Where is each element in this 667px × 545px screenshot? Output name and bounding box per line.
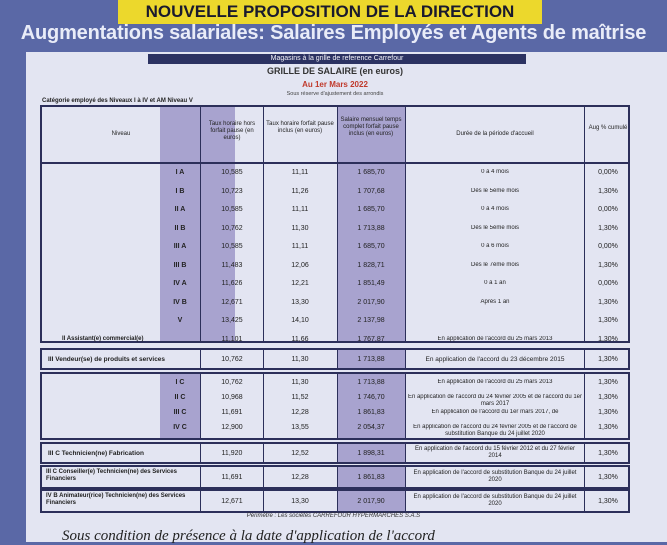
row-taux-inclus: 11,11	[291, 206, 309, 213]
vendeur-taux-hors: 10,762	[221, 356, 243, 363]
tech-row-aug: 1,30%	[598, 424, 618, 431]
row-salaire: 2 017,90	[357, 298, 385, 306]
tech-row-niveau: III C	[173, 409, 187, 416]
salary-table-animateur	[40, 489, 630, 513]
tech-row-niveau: IV C	[173, 424, 187, 431]
row-duree: 0 à 4 mois	[481, 169, 509, 175]
row-taux-hors: 10,762	[221, 224, 243, 232]
bottom-caption: Sous condition de présence à la date d'application de l'accord	[62, 528, 435, 544]
row-aug: 0,00%	[598, 280, 618, 287]
row-salaire: 1 767,87	[357, 335, 385, 343]
tech-row-taux-inclus: 12,28	[291, 409, 309, 416]
tech-row-taux-hors: 12,900	[221, 424, 243, 431]
salary-table-fabrication	[40, 442, 630, 464]
fabrication-salaire: 1 898,31	[357, 450, 385, 457]
category-label: Catégorie employé des Niveaux I à IV et AM Niveau V	[42, 98, 193, 104]
row-niveau: I A	[175, 169, 185, 176]
animateur-aug: 1,30%	[598, 498, 618, 505]
tech-row-salaire: 1 746,70	[357, 394, 385, 401]
header-aug: Aug % cumulé	[588, 125, 628, 131]
conseiller-duree: En application de l'accord de substitution Banque du 24 juillet 2020	[413, 470, 577, 483]
header-taux-inclus: Taux horaire forfait pause inclus (en euros)	[266, 121, 334, 134]
row-niveau: II A	[174, 206, 186, 213]
tech-row-duree: En application de l'accord du 25 mars 2013	[437, 379, 553, 385]
conseiller-niveau: III C Conseiller(e) Technicien(ne) des Services Financiers	[46, 469, 177, 482]
row-niveau: III B	[173, 261, 187, 269]
animateur-salaire: 2 017,90	[357, 498, 385, 505]
tech-row-taux-hors: 10,968	[221, 394, 243, 401]
row-taux-inclus: 11,66	[291, 335, 309, 343]
conseiller-taux-hors: 11,691	[221, 474, 243, 481]
salary-table-conseiller	[40, 465, 630, 489]
row-taux-hors: 10,585	[221, 169, 243, 176]
row-taux-hors: 10,585	[221, 243, 243, 250]
tech-row-taux-hors: 11,691	[221, 409, 243, 416]
row-niveau: II Assistant(e) commercial(e)	[62, 335, 144, 342]
fabrication-taux-hors: 11,920	[221, 450, 243, 457]
vendeur-aug: 1,30%	[598, 356, 618, 363]
fabrication-duree: En application de l'accord du 15 février 2012 et du 27 février 2014	[415, 446, 575, 459]
row-aug: 1,30%	[598, 298, 618, 306]
row-taux-inclus: 11,26	[291, 187, 309, 195]
row-aug: 1,30%	[598, 335, 618, 343]
row-niveau: IV B	[173, 298, 187, 306]
row-aug: 1,30%	[598, 261, 618, 269]
tech-row-niveau: II C	[174, 394, 186, 401]
row-duree: Dès le 5ème mois	[470, 224, 520, 231]
tech-row-taux-inclus: 11,30	[291, 379, 309, 386]
row-taux-hors: 11,101	[221, 335, 243, 343]
vendeur-taux-inclus: 11,30	[291, 356, 309, 363]
conseiller-aug: 1,30%	[598, 474, 618, 481]
row-salaire: 1 828,71	[357, 261, 385, 269]
header-salaire: Salaire mensuel temps complet forfait pause inclus (en euros)	[340, 117, 402, 137]
row-duree: 0 à 6 mois	[481, 243, 509, 249]
row-taux-hors: 12,671	[221, 298, 243, 306]
vendeur-duree: En application de l'accord du 23 décembre 2015	[425, 356, 565, 363]
row-taux-inclus: 11,11	[291, 243, 309, 250]
tech-row-duree: En application de l'accord du 1er mars 2017, de	[431, 409, 559, 415]
row-aug: 0,00%	[598, 169, 618, 176]
tech-row-duree: En application de l'accord du 24 février 2005 et de l'accord de substitution Banque du 24 juillet 2020	[413, 424, 577, 437]
row-duree: Après 1 an	[480, 298, 510, 305]
banner-title: NOUVELLE PROPOSITION DE LA DIRECTION	[118, 0, 542, 24]
row-taux-hors: 11,626	[221, 280, 243, 287]
salary-table-vendeur	[40, 348, 630, 370]
row-taux-hors: 13,425	[221, 317, 243, 324]
row-duree: En application de l'accord du 25 mars 2013	[437, 335, 553, 342]
tech-row-salaire: 1 861,83	[357, 409, 385, 416]
row-taux-inclus: 11,11	[291, 169, 309, 176]
row-taux-hors: 10,723	[221, 187, 243, 195]
fabrication-aug: 1,30%	[598, 450, 618, 457]
tech-row-duree: En application de l'accord du 24 février 2005 et de l'accord du 1er mars 2017	[407, 394, 583, 407]
tech-row-aug: 1,30%	[598, 394, 618, 401]
row-aug: 1,30%	[598, 317, 618, 324]
row-taux-inclus: 12,21	[291, 280, 309, 287]
tech-row-aug: 1,30%	[598, 409, 618, 416]
row-niveau: V	[177, 317, 183, 324]
row-niveau: IV A	[173, 280, 187, 287]
row-niveau: I B	[175, 187, 185, 195]
row-niveau: III A	[173, 243, 187, 250]
row-salaire: 1 685,70	[357, 169, 385, 176]
fabrication-niveau: III C Technicien(ne) Fabrication	[48, 450, 144, 457]
conseiller-taux-inclus: 12,28	[291, 474, 309, 481]
row-taux-inclus: 11,30	[291, 224, 309, 232]
row-duree: 0 à 4 mois	[481, 206, 509, 212]
store-bar: Magasins à la grille de reference Carrefour	[148, 54, 526, 64]
row-duree: 0 à 1 an	[484, 280, 506, 286]
row-taux-hors: 10,585	[221, 206, 243, 213]
row-salaire: 1 685,70	[357, 206, 385, 213]
header-niveau: Niveau	[111, 131, 131, 137]
row-aug: 0,00%	[598, 206, 618, 213]
fabrication-taux-inclus: 12,52	[291, 450, 309, 457]
row-niveau: II B	[174, 224, 186, 232]
conseiller-salaire: 1 861,83	[357, 474, 385, 481]
row-duree: Dès le 7ème mois	[470, 261, 520, 268]
grid-date: Au 1er Mars 2022	[302, 80, 368, 89]
row-salaire: 1 685,70	[357, 243, 385, 250]
tech-row-taux-inclus: 13,55	[291, 424, 309, 431]
header-taux-hors: Taux horaire hors forfait pause (en euros)	[208, 121, 256, 141]
grid-note: Sous réserve d'ajustement des arrondis	[286, 91, 384, 97]
animateur-taux-hors: 12,671	[221, 498, 243, 505]
footer-credit: Périmètre : Les sociétés CARREFOUR HYPERMARCHES S.A.S	[246, 513, 421, 519]
tech-row-salaire: 1 713,88	[357, 379, 385, 386]
slide-subtitle: Augmentations salariales: Salaires Employés et Agents de maîtrise	[20, 22, 647, 44]
row-duree: Dès le 5ème mois	[470, 187, 520, 194]
row-salaire: 2 137,98	[357, 317, 385, 324]
animateur-duree: En application de l'accord de substitution Banque du 24 juillet 2020	[413, 494, 577, 507]
tech-row-taux-hors: 10,762	[221, 379, 243, 386]
row-salaire: 1 851,49	[357, 280, 385, 287]
tech-row-niveau: I C	[175, 379, 185, 386]
row-aug: 0,00%	[598, 243, 618, 250]
tech-row-aug: 1,30%	[598, 379, 618, 386]
animateur-niveau: IV B Animateur(rice) Technicien(ne) des Services Financiers	[46, 493, 186, 506]
vendeur-salaire: 1 713,88	[357, 356, 385, 363]
row-salaire: 1 707,68	[357, 187, 385, 195]
salary-table-main	[40, 105, 630, 343]
row-taux-inclus: 14,10	[291, 317, 309, 324]
tech-row-salaire: 2 054,37	[357, 424, 385, 431]
row-aug: 1,30%	[598, 224, 618, 232]
vendeur-niveau: III Vendeur(se) de produits et services	[48, 356, 166, 363]
tech-row-taux-inclus: 11,52	[291, 394, 309, 401]
header-duree: Durée de la période d'accueil	[456, 131, 534, 137]
row-salaire: 1 713,88	[357, 224, 385, 232]
row-taux-hors: 11,483	[221, 261, 243, 269]
animateur-taux-inclus: 13,30	[291, 498, 309, 505]
grid-title: GRILLE DE SALAIRE (en euros)	[266, 66, 403, 76]
row-taux-inclus: 12,06	[291, 261, 309, 269]
row-taux-inclus: 13,30	[291, 298, 309, 306]
row-aug: 1,30%	[598, 187, 618, 195]
salary-table-technicien	[40, 372, 630, 440]
